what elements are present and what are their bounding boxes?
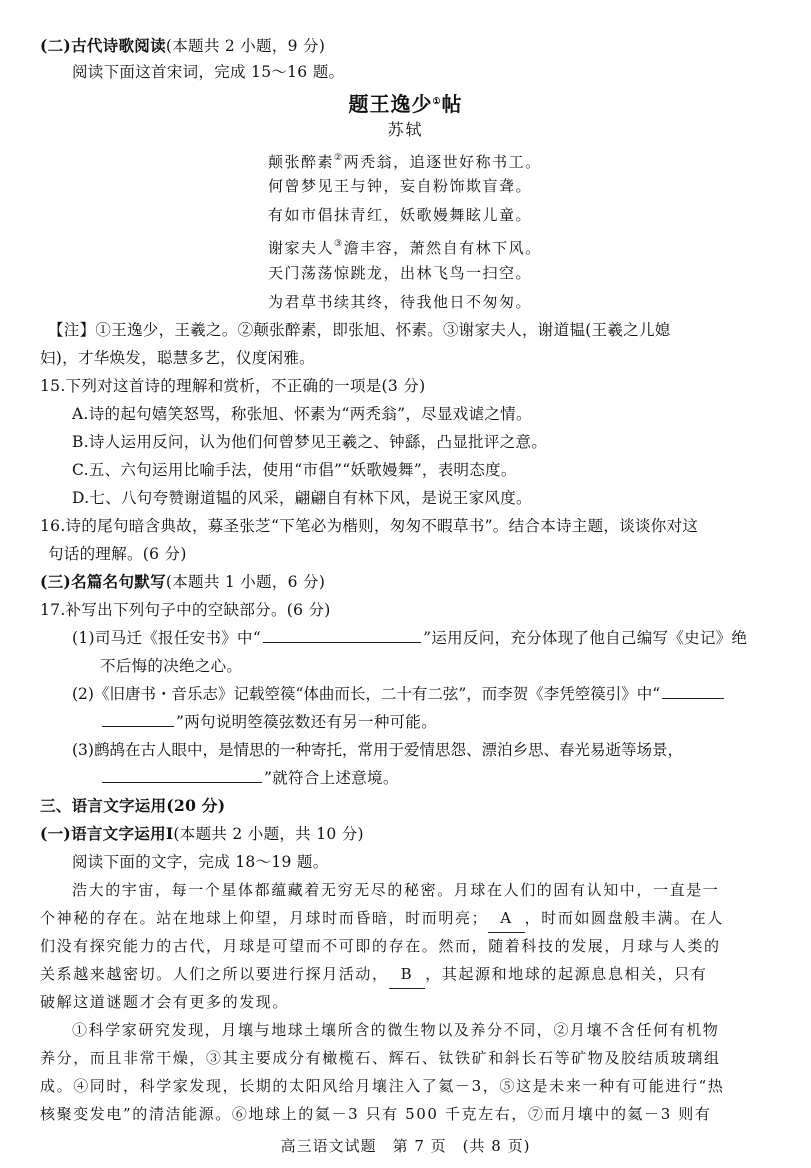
question-16-stem: 16.诗的尾句暗含典故，募圣张芝“下笔必为楷则，匆匆不暇草书”。结合本诗主题，谈谈你对这 — [40, 517, 699, 535]
question-17-part-3: (3)鹧鸪在古人眼中，是情思的一种寄托，常用于爱情思怨、漂泊乡思、春光易逝等场景， — [72, 741, 683, 759]
poem-notes-cont: 妇)，才华焕发，聪慧多艺，仪度闲雅。 — [40, 349, 315, 367]
passage-line: 浩大的宇宙，每一个星体都蕴藏着无穷无尽的秘密。月球在人们的固有认知中，一直是一 — [72, 881, 720, 899]
poem-title-text-end: 帖 — [441, 92, 463, 116]
passage-line — [40, 960, 775, 989]
poem-line-text: 谢家夫人 — [268, 239, 335, 257]
poem-title — [0, 88, 811, 118]
poem-line-text: 何曾梦见王与钟，妄自粉饰欺盲聋。 — [268, 177, 533, 195]
answer-blank[interactable] — [662, 682, 724, 699]
section-heading-language-use-1 — [40, 820, 775, 848]
question-16-stem-cont: 句话的理解。(6 分) — [48, 545, 187, 563]
question-17-part-1 — [72, 624, 775, 652]
poem-line-text: 为君草书续其终，待我他日不匆匆。 — [268, 293, 533, 311]
passage-text: 关系越来越密切。人们之所以要进行探月活动， — [40, 965, 389, 983]
question-text: (1)司马迁《报任安书》中“ — [72, 629, 262, 647]
passage-line: 养分，而且非常干燥，③其主要成分有橄榄石、辉石、钛铁矿和斜长石等矿物及胶结质玻璃组 — [40, 1049, 721, 1067]
question-text: ”两句说明箜篌弦数还有另一种可能。 — [176, 713, 438, 731]
question-17-part-1-cont: 不后悔的决绝之心。 — [100, 657, 243, 675]
poem-line-text: 两秃翁，追逐世好称书工。 — [343, 153, 542, 171]
footnote-mark: ② — [334, 153, 344, 163]
poem-author: 苏轼 — [387, 120, 424, 139]
passage-line: 成。④同时，科学家发现，长期的太阳风给月壤注入了氦－3，⑤这是未来一种有可能进行“热 — [40, 1077, 725, 1095]
passage-line — [40, 904, 775, 933]
footnote-mark: ③ — [334, 239, 344, 249]
passage-line: 核聚变发电”的清洁能源。⑥地球上的氦－3 只有 500 千克左右，⑦而月壤中的氦－3 则有 — [40, 1105, 712, 1123]
option-b: B.诗人运用反问，认为他们何曾梦见王羲之、钟繇，凸显批评之意。 — [72, 433, 548, 451]
poem-line — [268, 259, 775, 287]
option-c: C.五、六句运用比喻手法，使用“市倡”“妖歌嫚舞”，表明态度。 — [72, 461, 517, 479]
question-text: ”运用反问，充分体现了他自己编写《史记》绝 — [423, 629, 748, 647]
question-17-part-3-cont — [100, 764, 775, 792]
question-15-stem: 15.下列对这首诗的理解和赏析，不正确的一项是(3 分) — [40, 377, 426, 395]
section-heading-note: (本题共 2 小题，共 10 分) — [173, 825, 364, 843]
poem-notes: 【注】①王逸少，王羲之。②颠张醉素，即张旭、怀素。③谢家夫人，谢道韫(王羲之儿媳 — [48, 321, 671, 339]
option-a: A.诗的起句嬉笑怒骂，称张旭、怀素为“两秃翁”，尽显戏谑之情。 — [72, 405, 532, 423]
section-heading-note: (本题共 2 小题，9 分) — [165, 37, 326, 55]
passage-text: ，其起源和地球的起源息息相关，只有 — [425, 965, 708, 983]
section-heading-text: (一)语言文字运用Ⅰ — [40, 824, 174, 843]
question-17-part-2-cont — [100, 708, 775, 736]
section-heading-text: (二)古代诗歌阅读 — [40, 36, 166, 55]
section-heading-note: (本题共 1 小题，6 分) — [165, 573, 326, 591]
section-heading-text: (三)名篇名句默写 — [40, 572, 166, 591]
poem-line-text: 有如市倡抹青红，妖歌嫚舞眩儿童。 — [268, 206, 533, 224]
poem-title-text: 题王逸少 — [348, 92, 433, 116]
page-footer: 高三语文试题 第 7 页 (共 8 页) — [280, 1137, 531, 1155]
blank-b: B — [389, 960, 426, 989]
passage-line: 破解这道谜题才会有更多的发现。 — [40, 993, 290, 1011]
poem-line — [268, 172, 775, 200]
part-heading-language-use: 三、语言文字运用(20 分) — [40, 796, 226, 815]
answer-blank[interactable] — [102, 710, 174, 727]
poem-line — [268, 230, 775, 262]
answer-blank[interactable] — [263, 626, 421, 643]
poem-line-text: 澹丰容，萧然自有林下风。 — [343, 239, 542, 257]
passage-text: 个神秘的存在。站在地球上仰望，月球时而昏暗，时而明亮； — [40, 909, 489, 927]
passage-intro: 阅读下面的文字，完成 18～19 题。 — [72, 853, 329, 871]
option-d: D.七、八句夸赞谢道韫的风采，翩翩自有林下风，是说王家风度。 — [72, 489, 532, 507]
question-17-stem: 17.补写出下列句子中的空缺部分。(6 分) — [40, 601, 331, 619]
poem-line-text: 天门荡荡惊跳龙，出林飞鸟一扫空。 — [268, 264, 533, 282]
question-text: (2)《旧唐书・音乐志》记载箜篌“体曲而长，二十有二弦”，而李贺《李凭箜篌引》中“ — [72, 685, 661, 703]
poem-title-footnote-mark: ① — [432, 97, 442, 107]
passage-text: ，时而如圆盘般丰满。在人 — [524, 909, 724, 927]
passage-line: ①科学家研究发现，月壤与地球土壤所含的微生物以及养分不同，②月壤不含任何有机物 — [72, 1021, 720, 1039]
answer-blank[interactable] — [102, 766, 262, 783]
question-17-part-2 — [72, 680, 775, 708]
section-heading-poetry — [40, 32, 775, 60]
blank-a: A — [488, 904, 524, 933]
question-text: ”就符合上述意境。 — [264, 769, 399, 787]
poem-line — [268, 201, 775, 229]
poem-line — [268, 288, 775, 316]
section-heading-recitation — [40, 568, 775, 596]
passage-line: 们没有探究能力的古代，月球是可望而不可即的存在。然而，随着科技的发展，月球与人类的 — [40, 937, 721, 955]
poem-intro: 阅读下面这首宋词，完成 15～16 题。 — [72, 63, 345, 81]
poem-line-text: 颠张醉素 — [268, 153, 335, 171]
